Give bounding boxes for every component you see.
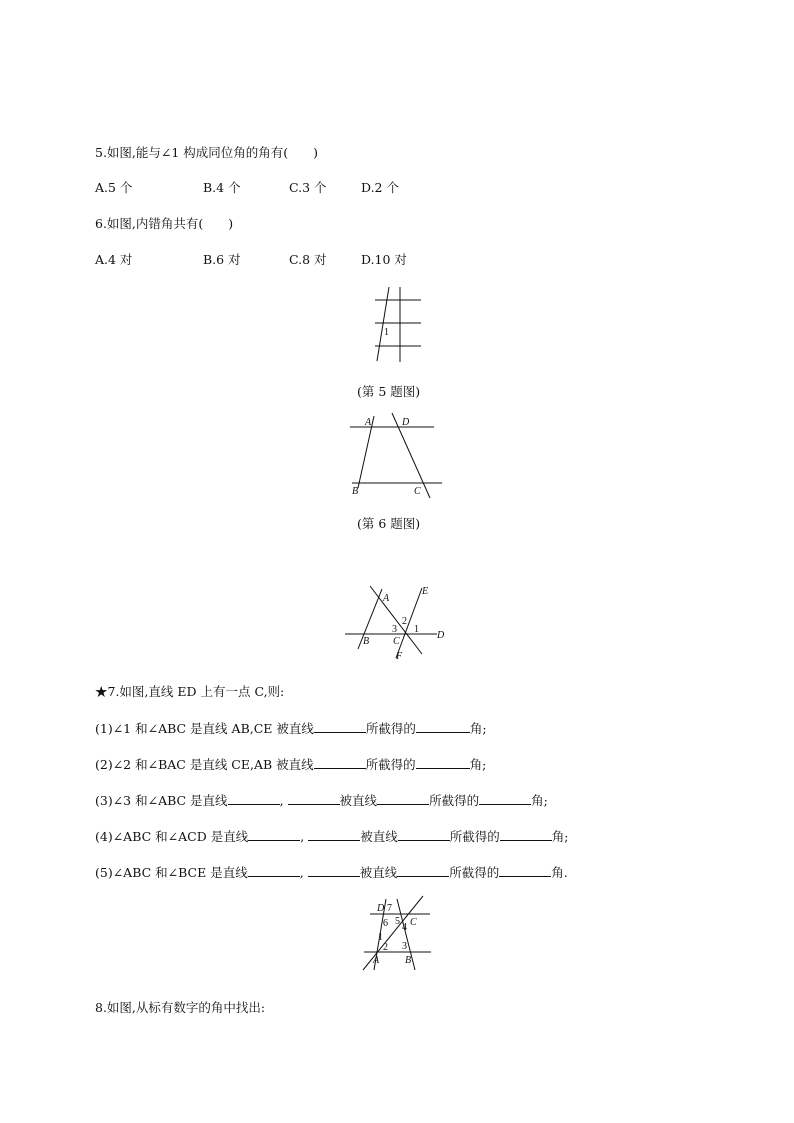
q7-item-2-text-c: 角; bbox=[469, 757, 487, 772]
fig8-label-2: 2 bbox=[383, 942, 388, 953]
q7-item-4-text-d: 所截得的 bbox=[449, 829, 500, 844]
q7-item-2 bbox=[95, 755, 486, 773]
q7-item-1-text-a: (1)∠1 和∠ABC 是直线 AB,CE 被直线 bbox=[95, 721, 314, 736]
fig7-label-1: 1 bbox=[414, 624, 419, 635]
q6-option-d: D.10 对 bbox=[361, 252, 407, 267]
fig8-line-diagonal bbox=[363, 896, 423, 970]
fig6-label-a: A bbox=[365, 417, 372, 428]
fig7-label-d: D bbox=[437, 630, 445, 641]
q7-item-4-text-e: 角; bbox=[551, 829, 569, 844]
q7-item-3-blank-3[interactable] bbox=[377, 792, 429, 805]
q7-item-3-blank-2[interactable] bbox=[288, 792, 340, 805]
figure-7 bbox=[343, 583, 453, 663]
q7-item-4-text-a: (4)∠ABC 和∠ACD 是直线 bbox=[95, 829, 249, 844]
fig5-label-1: 1 bbox=[384, 327, 389, 338]
q6-option-a: A.4 对 bbox=[95, 252, 133, 267]
q5-option-d: D.2 个 bbox=[361, 180, 399, 195]
fig7-label-3: 3 bbox=[392, 624, 397, 635]
q7-item-2-blank-2[interactable] bbox=[416, 756, 470, 769]
fig5-transversal-left bbox=[377, 287, 389, 361]
fig8-label-b: B bbox=[405, 955, 412, 966]
q7-item-5-text-b: , bbox=[299, 865, 304, 880]
q7-item-4-text-b: , bbox=[300, 829, 305, 844]
fig7-label-2: 2 bbox=[402, 616, 407, 627]
figure-8 bbox=[360, 893, 436, 975]
q5-stem: 5.如图,能与∠1 构成同位角的角有( ) bbox=[95, 145, 319, 160]
fig7-label-a: A bbox=[383, 593, 390, 604]
fig8-label-6: 6 bbox=[383, 918, 388, 929]
q7-item-4 bbox=[95, 827, 568, 845]
q7-item-4-blank-1[interactable] bbox=[248, 828, 300, 841]
fig8-label-3: 3 bbox=[402, 941, 407, 952]
q6-stem: 6.如图,内错角共有( ) bbox=[95, 216, 234, 231]
q7-item-3-text-c: 被直线 bbox=[339, 793, 378, 808]
fig8-label-d: D bbox=[377, 903, 385, 914]
q7-item-3 bbox=[95, 791, 548, 809]
q7-item-3-text-b: , bbox=[279, 793, 284, 808]
figure-6 bbox=[348, 410, 448, 502]
q7-item-1-blank-2[interactable] bbox=[416, 720, 470, 733]
q7-item-4-blank-4[interactable] bbox=[500, 828, 552, 841]
q5-option-c: C.3 个 bbox=[289, 180, 327, 195]
q7-item-4-text-c: 被直线 bbox=[360, 829, 398, 844]
q7-item-4-blank-2[interactable] bbox=[308, 828, 360, 841]
q5-option-a: A.5 个 bbox=[95, 180, 133, 195]
q7-item-2-text-b: 所截得的 bbox=[365, 757, 416, 772]
fig6-line-dc bbox=[392, 413, 430, 498]
q7-item-5-blank-2[interactable] bbox=[308, 864, 360, 877]
q7-item-3-text-e: 角; bbox=[531, 793, 548, 808]
q7-item-5-text-c: 被直线 bbox=[359, 865, 398, 880]
q6-option-b: B.6 对 bbox=[203, 252, 241, 267]
fig8-label-c: C bbox=[410, 917, 417, 928]
fig6-label-c: C bbox=[414, 486, 421, 497]
q7-stem: ★7.如图,直线 ED 上有一点 C,则: bbox=[95, 684, 285, 699]
q7-item-5-text-d: 所截得的 bbox=[449, 865, 500, 880]
fig6-label-d: D bbox=[402, 417, 410, 428]
fig8-label-a: A bbox=[373, 955, 380, 966]
q7-item-5-text-e: 角. bbox=[551, 865, 568, 880]
q5-option-b: B.4 个 bbox=[203, 180, 241, 195]
q7-item-4-blank-3[interactable] bbox=[398, 828, 450, 841]
fig8-label-5: 5 bbox=[395, 916, 400, 927]
q7-item-3-blank-1[interactable] bbox=[228, 792, 280, 805]
q7-item-1-text-c: 角; bbox=[469, 721, 487, 736]
fig7-line-ef bbox=[396, 588, 422, 658]
q7-item-5-blank-4[interactable] bbox=[499, 864, 551, 877]
fig7-label-f: F bbox=[396, 651, 403, 662]
fig7-label-b: B bbox=[363, 636, 370, 647]
q7-item-3-blank-4[interactable] bbox=[479, 792, 531, 805]
q8-stem: 8.如图,从标有数字的角中找出: bbox=[95, 1000, 266, 1015]
q7-item-1 bbox=[95, 719, 487, 737]
fig5-caption: (第 5 题图) bbox=[357, 384, 421, 399]
q7-item-3-text-a: (3)∠3 和∠ABC 是直线 bbox=[95, 793, 228, 808]
q7-item-5-blank-3[interactable] bbox=[397, 864, 449, 877]
fig8-label-4: 4 bbox=[402, 922, 407, 933]
fig7-label-e: E bbox=[422, 586, 429, 597]
q7-item-5-text-a: (5)∠ABC 和∠BCE 是直线 bbox=[95, 865, 248, 880]
q7-item-1-text-b: 所截得的 bbox=[365, 721, 416, 736]
q7-item-1-blank-1[interactable] bbox=[314, 720, 366, 733]
fig6-caption: (第 6 题图) bbox=[357, 516, 421, 531]
q7-item-2-text-a: (2)∠2 和∠BAC 是直线 CE,AB 被直线 bbox=[95, 757, 314, 772]
q7-item-5 bbox=[95, 863, 568, 881]
q7-item-2-blank-1[interactable] bbox=[314, 756, 366, 769]
fig7-label-c: C bbox=[393, 636, 400, 647]
q6-option-c: C.8 对 bbox=[289, 252, 327, 267]
fig7-line-ab bbox=[358, 589, 382, 649]
q7-item-5-blank-1[interactable] bbox=[248, 864, 300, 877]
fig8-label-7: 7 bbox=[387, 903, 392, 914]
fig6-label-b: B bbox=[352, 486, 359, 497]
fig8-label-1: 1 bbox=[378, 932, 383, 943]
q7-item-3-text-d: 所截得的 bbox=[429, 793, 480, 808]
figure-5 bbox=[365, 285, 427, 365]
